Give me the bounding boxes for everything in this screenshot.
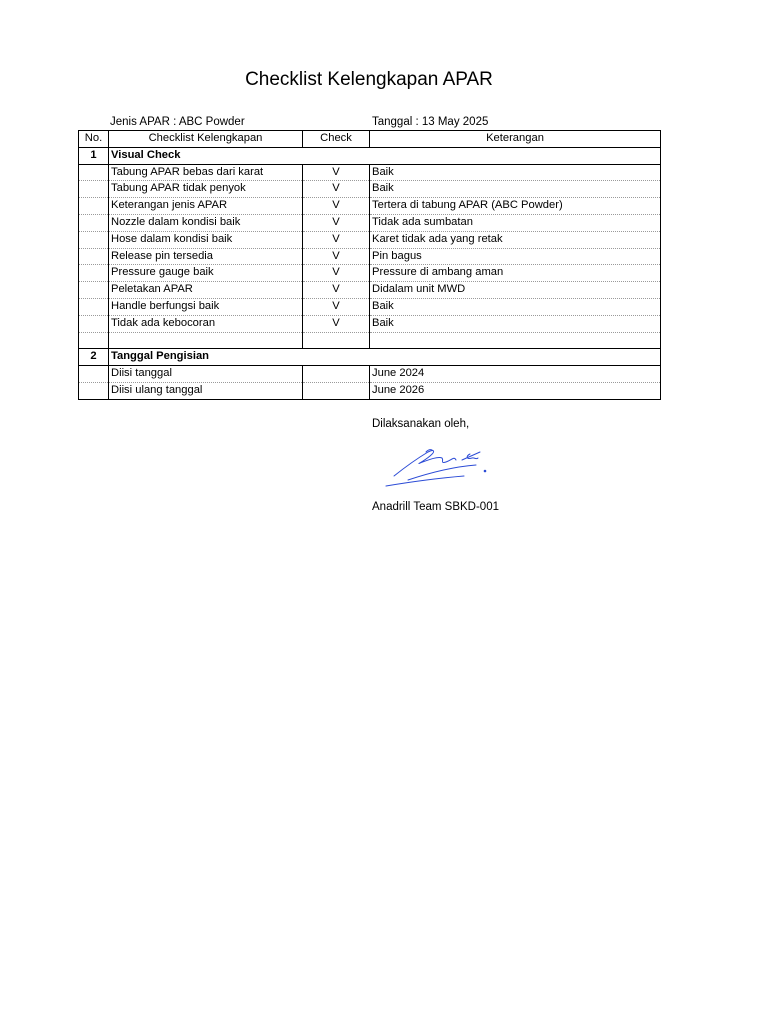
row-number-cell xyxy=(79,282,109,299)
table-row xyxy=(79,214,661,231)
checklist-item-cell: Hose dalam kondisi baik xyxy=(109,231,303,248)
row-number-cell xyxy=(79,332,109,349)
checklist-item-cell: Diisi ulang tanggal xyxy=(109,382,303,399)
document-title: Checklist Kelengkapan APAR xyxy=(245,69,493,90)
section-number: 2 xyxy=(79,349,109,366)
check-cell: V xyxy=(303,265,370,282)
checklist-item-cell: Tabung APAR tidak penyok xyxy=(109,181,303,198)
section-label: Tanggal Pengisian xyxy=(109,349,661,366)
keterangan-cell: Baik xyxy=(370,181,661,198)
row-number-cell xyxy=(79,298,109,315)
section-row xyxy=(79,349,661,366)
table-row xyxy=(79,164,661,181)
checklist-item-cell xyxy=(109,332,303,349)
check-cell xyxy=(303,382,370,399)
check-cell xyxy=(303,366,370,383)
section-number: 1 xyxy=(79,147,109,164)
check-cell: V xyxy=(303,164,370,181)
checklist-item-cell: Peletakan APAR xyxy=(109,282,303,299)
keterangan-cell: June 2024 xyxy=(370,366,661,383)
checklist-item-cell: Pressure gauge baik xyxy=(109,265,303,282)
check-cell: V xyxy=(303,282,370,299)
table-header-row xyxy=(79,131,661,148)
section-label: Visual Check xyxy=(109,147,661,164)
checklist-item-cell: Diisi tanggal xyxy=(109,366,303,383)
table-row xyxy=(79,366,661,383)
check-cell: V xyxy=(303,298,370,315)
signature-team: Anadrill Team SBKD-001 xyxy=(372,501,499,513)
row-number-cell xyxy=(79,366,109,383)
checklist-item-cell: Release pin tersedia xyxy=(109,248,303,265)
table-row xyxy=(79,315,661,332)
checklist-table xyxy=(78,130,661,400)
checklist-item-cell: Tidak ada kebocoran xyxy=(109,315,303,332)
keterangan-cell: Didalam unit MWD xyxy=(370,282,661,299)
checklist-item-cell: Handle berfungsi baik xyxy=(109,298,303,315)
keterangan-cell: Pressure di ambang aman xyxy=(370,265,661,282)
row-number-cell xyxy=(79,164,109,181)
check-cell: V xyxy=(303,231,370,248)
keterangan-cell: Pin bagus xyxy=(370,248,661,265)
row-number-cell xyxy=(79,382,109,399)
jenis-apar-label: Jenis APAR : ABC Powder xyxy=(110,116,245,128)
signature-label: Dilaksanakan oleh, xyxy=(372,418,470,430)
keterangan-cell xyxy=(370,332,661,349)
section-row xyxy=(79,147,661,164)
table-row xyxy=(79,382,661,399)
keterangan-cell: Karet tidak ada yang retak xyxy=(370,231,661,248)
header-keterangan: Keterangan xyxy=(370,131,661,148)
signature-image xyxy=(380,438,500,494)
row-number-cell xyxy=(79,315,109,332)
checklist-table-body xyxy=(79,131,661,400)
tanggal-label: Tanggal : 13 May 2025 xyxy=(372,116,489,128)
row-number-cell xyxy=(79,198,109,215)
table-row xyxy=(79,265,661,282)
table-row xyxy=(79,198,661,215)
table-row xyxy=(79,282,661,299)
check-cell xyxy=(303,332,370,349)
checklist-item-cell: Keterangan jenis APAR xyxy=(109,198,303,215)
header-check: Check xyxy=(303,131,370,148)
keterangan-cell: Tertera di tabung APAR (ABC Powder) xyxy=(370,198,661,215)
table-row xyxy=(79,298,661,315)
check-cell: V xyxy=(303,214,370,231)
keterangan-cell: June 2026 xyxy=(370,382,661,399)
keterangan-cell: Baik xyxy=(370,298,661,315)
table-row xyxy=(79,332,661,349)
checklist-item-cell: Nozzle dalam kondisi baik xyxy=(109,214,303,231)
row-number-cell xyxy=(79,214,109,231)
keterangan-cell: Tidak ada sumbatan xyxy=(370,214,661,231)
check-cell: V xyxy=(303,181,370,198)
header-checklist: Checklist Kelengkapan xyxy=(109,131,303,148)
row-number-cell xyxy=(79,248,109,265)
check-cell: V xyxy=(303,198,370,215)
row-number-cell xyxy=(79,231,109,248)
check-cell: V xyxy=(303,248,370,265)
row-number-cell xyxy=(79,181,109,198)
checklist-item-cell: Tabung APAR bebas dari karat xyxy=(109,164,303,181)
row-number-cell xyxy=(79,265,109,282)
check-cell: V xyxy=(303,315,370,332)
table-row xyxy=(79,248,661,265)
keterangan-cell: Baik xyxy=(370,164,661,181)
keterangan-cell: Baik xyxy=(370,315,661,332)
header-no: No. xyxy=(79,131,109,148)
table-row xyxy=(79,231,661,248)
table-row xyxy=(79,181,661,198)
